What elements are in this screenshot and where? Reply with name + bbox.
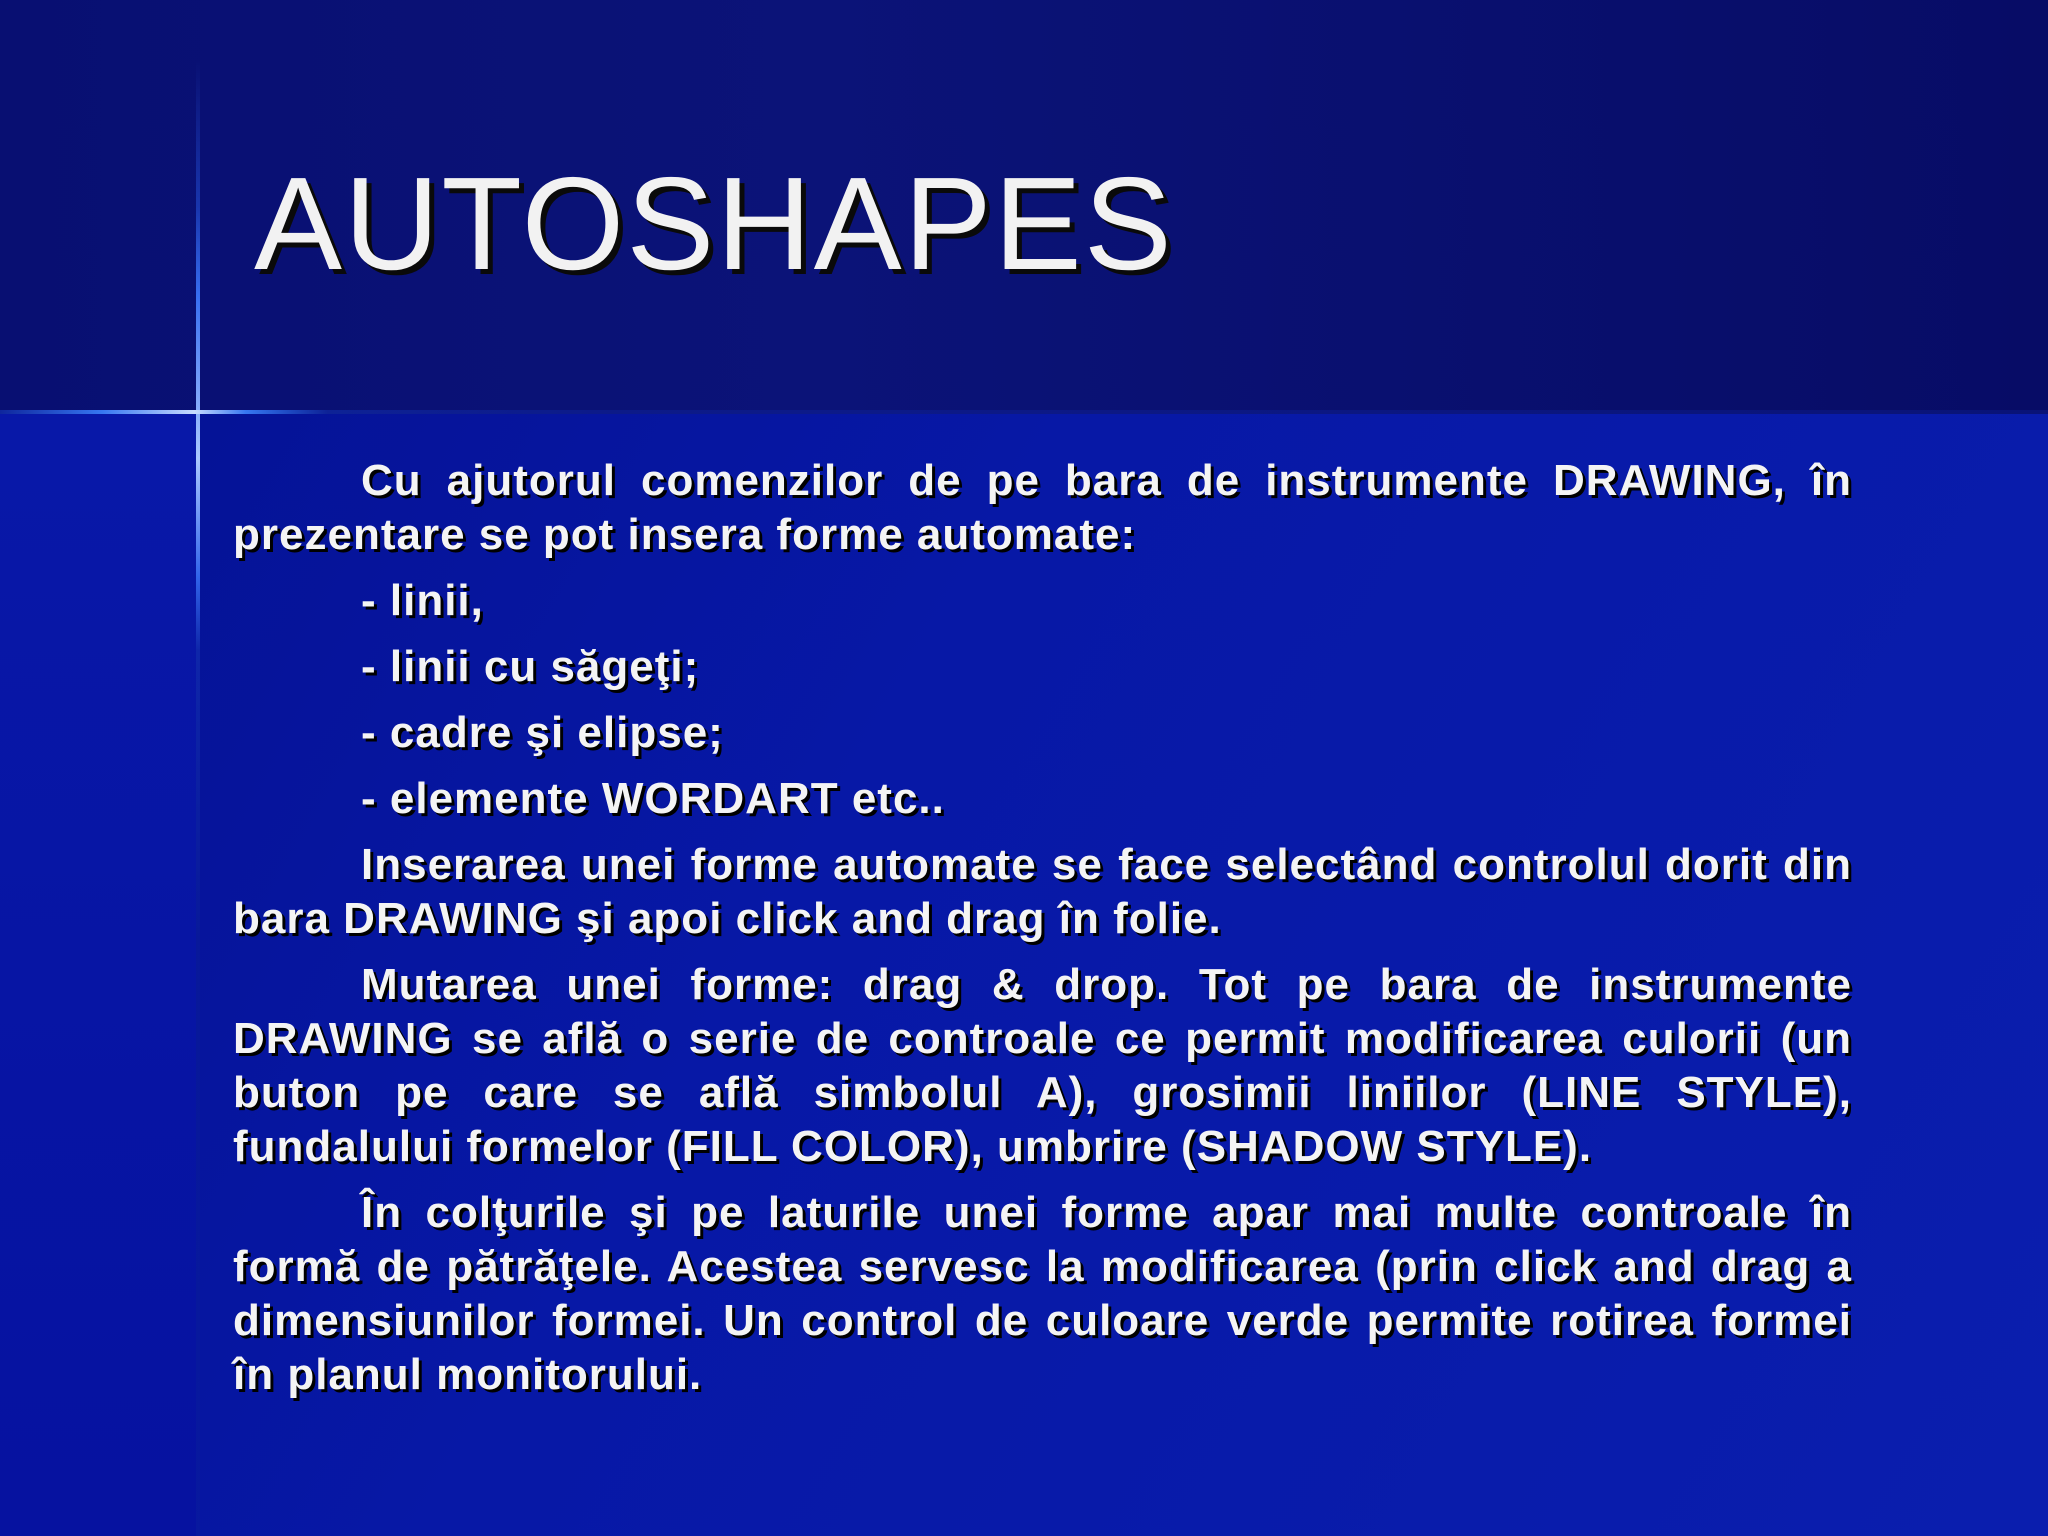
paragraph-handles: În colţurile şi pe laturile unei forme apar mai multe controale în formă de pătrăţele. Acestea servesc la modificarea (prin click and drag a dimensiunilor formei. Un control de culoare verde permite rotirea formei în planul monitorului.: [233, 1188, 1852, 1399]
slide-title: AUTOSHAPES: [254, 150, 1174, 297]
vertical-accent-line: [196, 60, 200, 1536]
list-item: - elemente WORDART etc..: [361, 774, 945, 823]
left-strip: [0, 414, 196, 1536]
list-item: - cadre şi elipse;: [361, 708, 724, 757]
paragraph-intro: Cu ajutorul comenzilor de pe bara de instrumente DRAWING, în prezentare se pot insera forme automate:: [233, 456, 1852, 559]
slide-body: [233, 454, 1852, 1414]
list-item: - linii,: [361, 576, 484, 625]
list-item: - linii cu săgeţi;: [361, 642, 700, 691]
paragraph-insert: Inserarea unei forme automate se face selectând controlul dorit din bara DRAWING şi apoi click and drag în folie.: [233, 840, 1852, 943]
horizontal-accent-line: [0, 410, 2048, 414]
paragraph-move: Mutarea unei forme: drag & drop. Tot pe bara de instrumente DRAWING se află o serie de controale ce permit modificarea culorii (un buton pe care se află simbolul A), grosimii liniilor (LINE STYLE), fundalului formelor (FILL COLOR), umbrire (SHADOW STYLE).: [233, 960, 1852, 1171]
